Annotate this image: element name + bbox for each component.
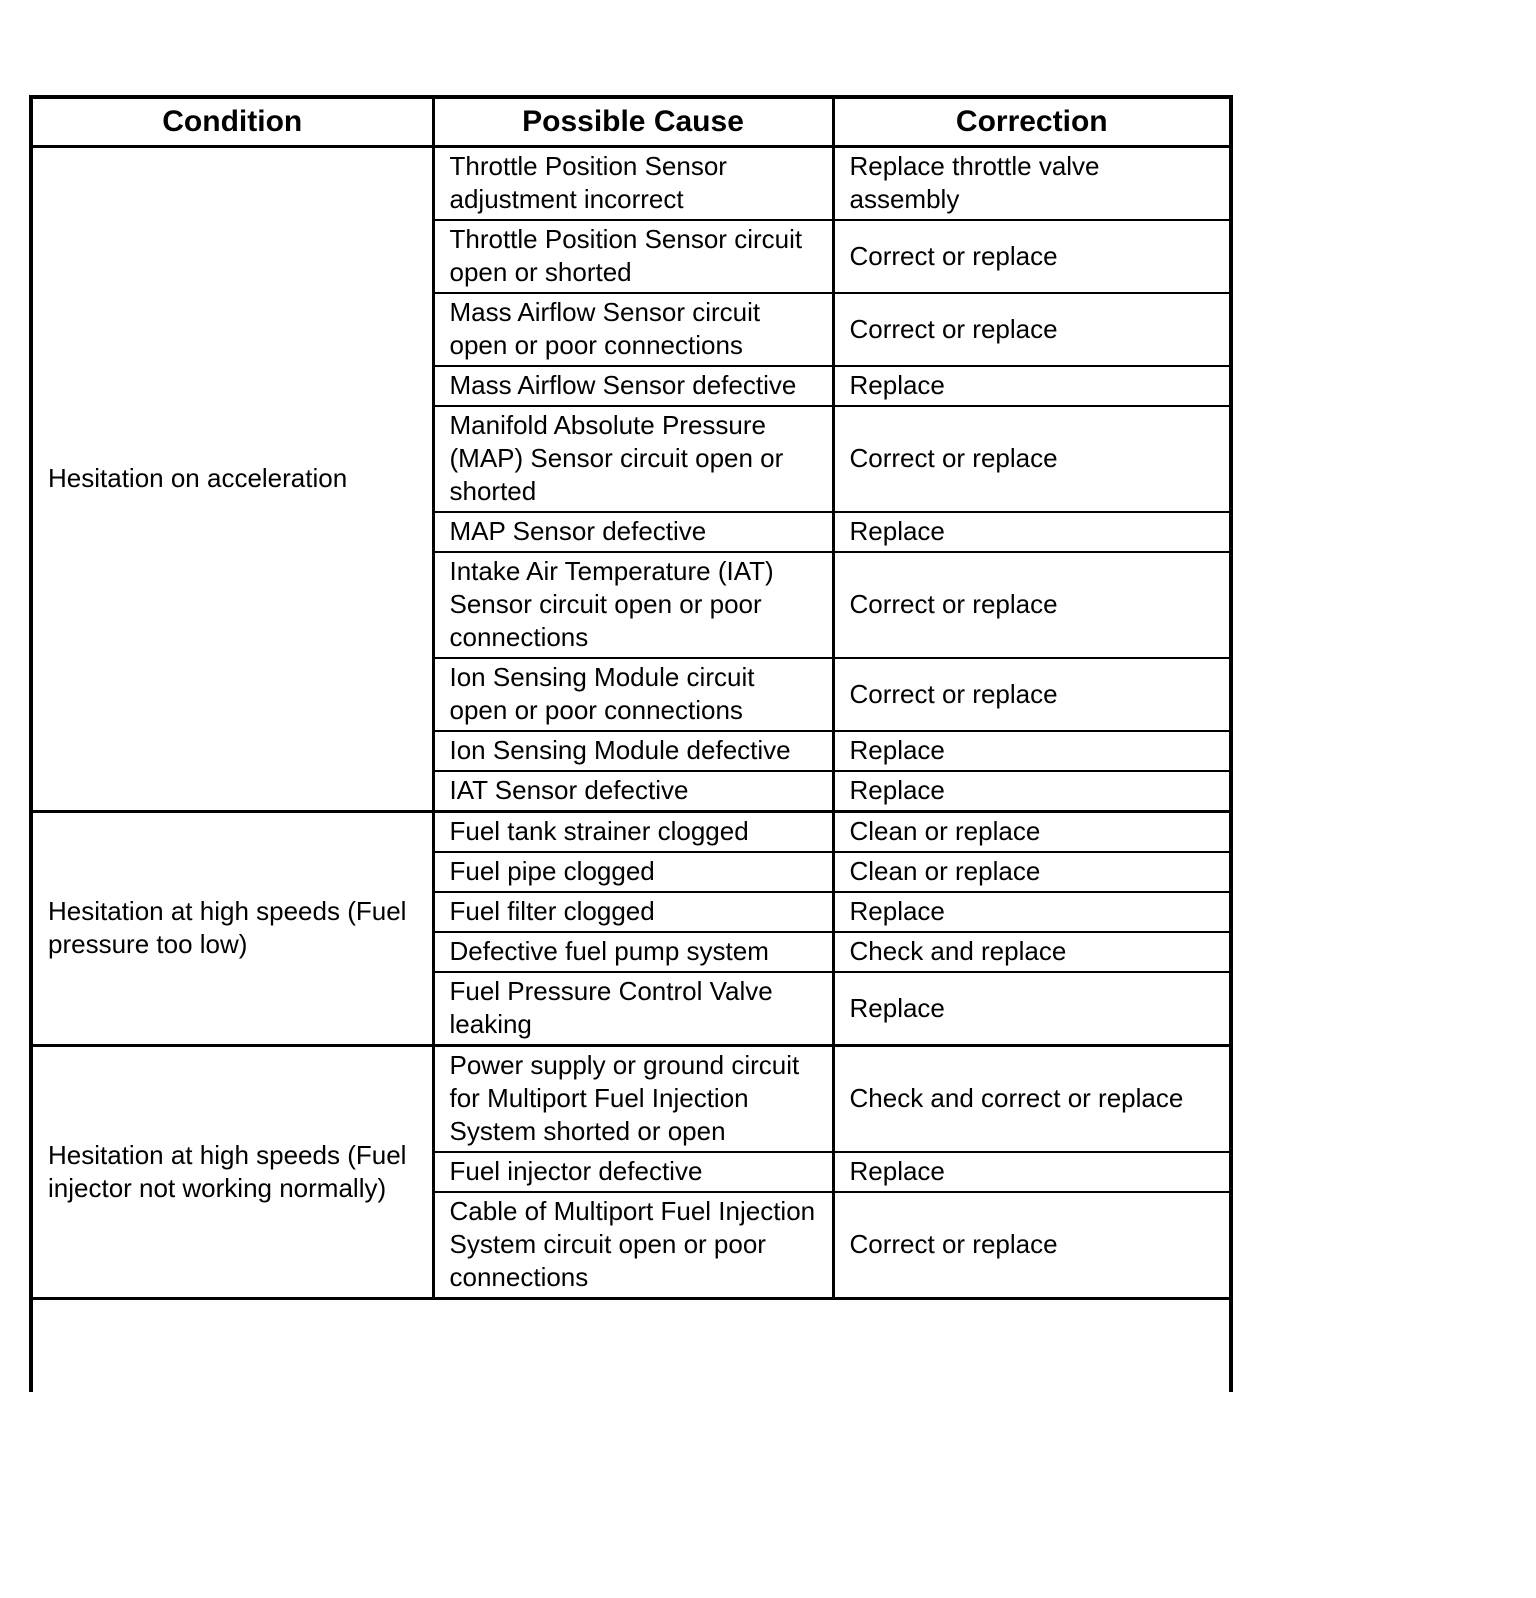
correction-cell: Replace: [833, 731, 1229, 771]
table-row: [33, 1046, 1229, 1153]
possible-cause-cell: Fuel injector defective: [433, 1152, 833, 1192]
possible-cause-cell: Cable of Multiport Fuel Injection System circuit open or poor connections: [433, 1192, 833, 1299]
table-body: [33, 147, 1229, 1299]
correction-cell: Correct or replace: [833, 658, 1229, 731]
possible-cause-cell: Manifold Absolute Pressure (MAP) Sensor circuit open or shorted: [433, 406, 833, 512]
header-correction: Correction: [833, 99, 1229, 147]
table-row: [33, 147, 1229, 221]
condition-cell: Hesitation at high speeds (Fuel pressure too low): [33, 812, 433, 1046]
correction-cell: Correct or replace: [833, 552, 1229, 658]
possible-cause-cell: IAT Sensor defective: [433, 771, 833, 812]
possible-cause-cell: Ion Sensing Module defective: [433, 731, 833, 771]
correction-cell: Replace: [833, 892, 1229, 932]
possible-cause-cell: Defective fuel pump system: [433, 932, 833, 972]
correction-cell: Replace throttle valve assembly: [833, 147, 1229, 221]
correction-cell: Replace: [833, 771, 1229, 812]
correction-cell: Check and replace: [833, 932, 1229, 972]
correction-cell: Clean or replace: [833, 812, 1229, 853]
header-condition: Condition: [33, 99, 433, 147]
troubleshooting-table: [33, 99, 1229, 1300]
correction-cell: Replace: [833, 366, 1229, 406]
possible-cause-cell: Mass Airflow Sensor circuit open or poor connections: [433, 293, 833, 366]
correction-cell: Check and correct or replace: [833, 1046, 1229, 1153]
possible-cause-cell: Fuel filter clogged: [433, 892, 833, 932]
condition-cell: Hesitation at high speeds (Fuel injector not working normally): [33, 1046, 433, 1299]
possible-cause-cell: Fuel Pressure Control Valve leaking: [433, 972, 833, 1046]
condition-cell: Hesitation on acceleration: [33, 147, 433, 812]
possible-cause-cell: Power supply or ground circuit for Multiport Fuel Injection System shorted or open: [433, 1046, 833, 1153]
possible-cause-cell: Fuel tank strainer clogged: [433, 812, 833, 853]
correction-cell: Correct or replace: [833, 1192, 1229, 1299]
possible-cause-cell: Ion Sensing Module circuit open or poor connections: [433, 658, 833, 731]
correction-cell: Clean or replace: [833, 852, 1229, 892]
correction-cell: Correct or replace: [833, 293, 1229, 366]
correction-cell: Correct or replace: [833, 220, 1229, 293]
possible-cause-cell: Intake Air Temperature (IAT) Sensor circuit open or poor connections: [433, 552, 833, 658]
possible-cause-cell: Mass Airflow Sensor defective: [433, 366, 833, 406]
correction-cell: Replace: [833, 512, 1229, 552]
possible-cause-cell: MAP Sensor defective: [433, 512, 833, 552]
possible-cause-cell: Fuel pipe clogged: [433, 852, 833, 892]
possible-cause-cell: Throttle Position Sensor circuit open or shorted: [433, 220, 833, 293]
possible-cause-cell: Throttle Position Sensor adjustment incorrect: [433, 147, 833, 221]
table-header-row: [33, 99, 1229, 147]
header-possible-cause: Possible Cause: [433, 99, 833, 147]
troubleshooting-table-container: [29, 95, 1233, 1392]
table-row: [33, 812, 1229, 853]
correction-cell: Replace: [833, 972, 1229, 1046]
correction-cell: Replace: [833, 1152, 1229, 1192]
correction-cell: Correct or replace: [833, 406, 1229, 512]
